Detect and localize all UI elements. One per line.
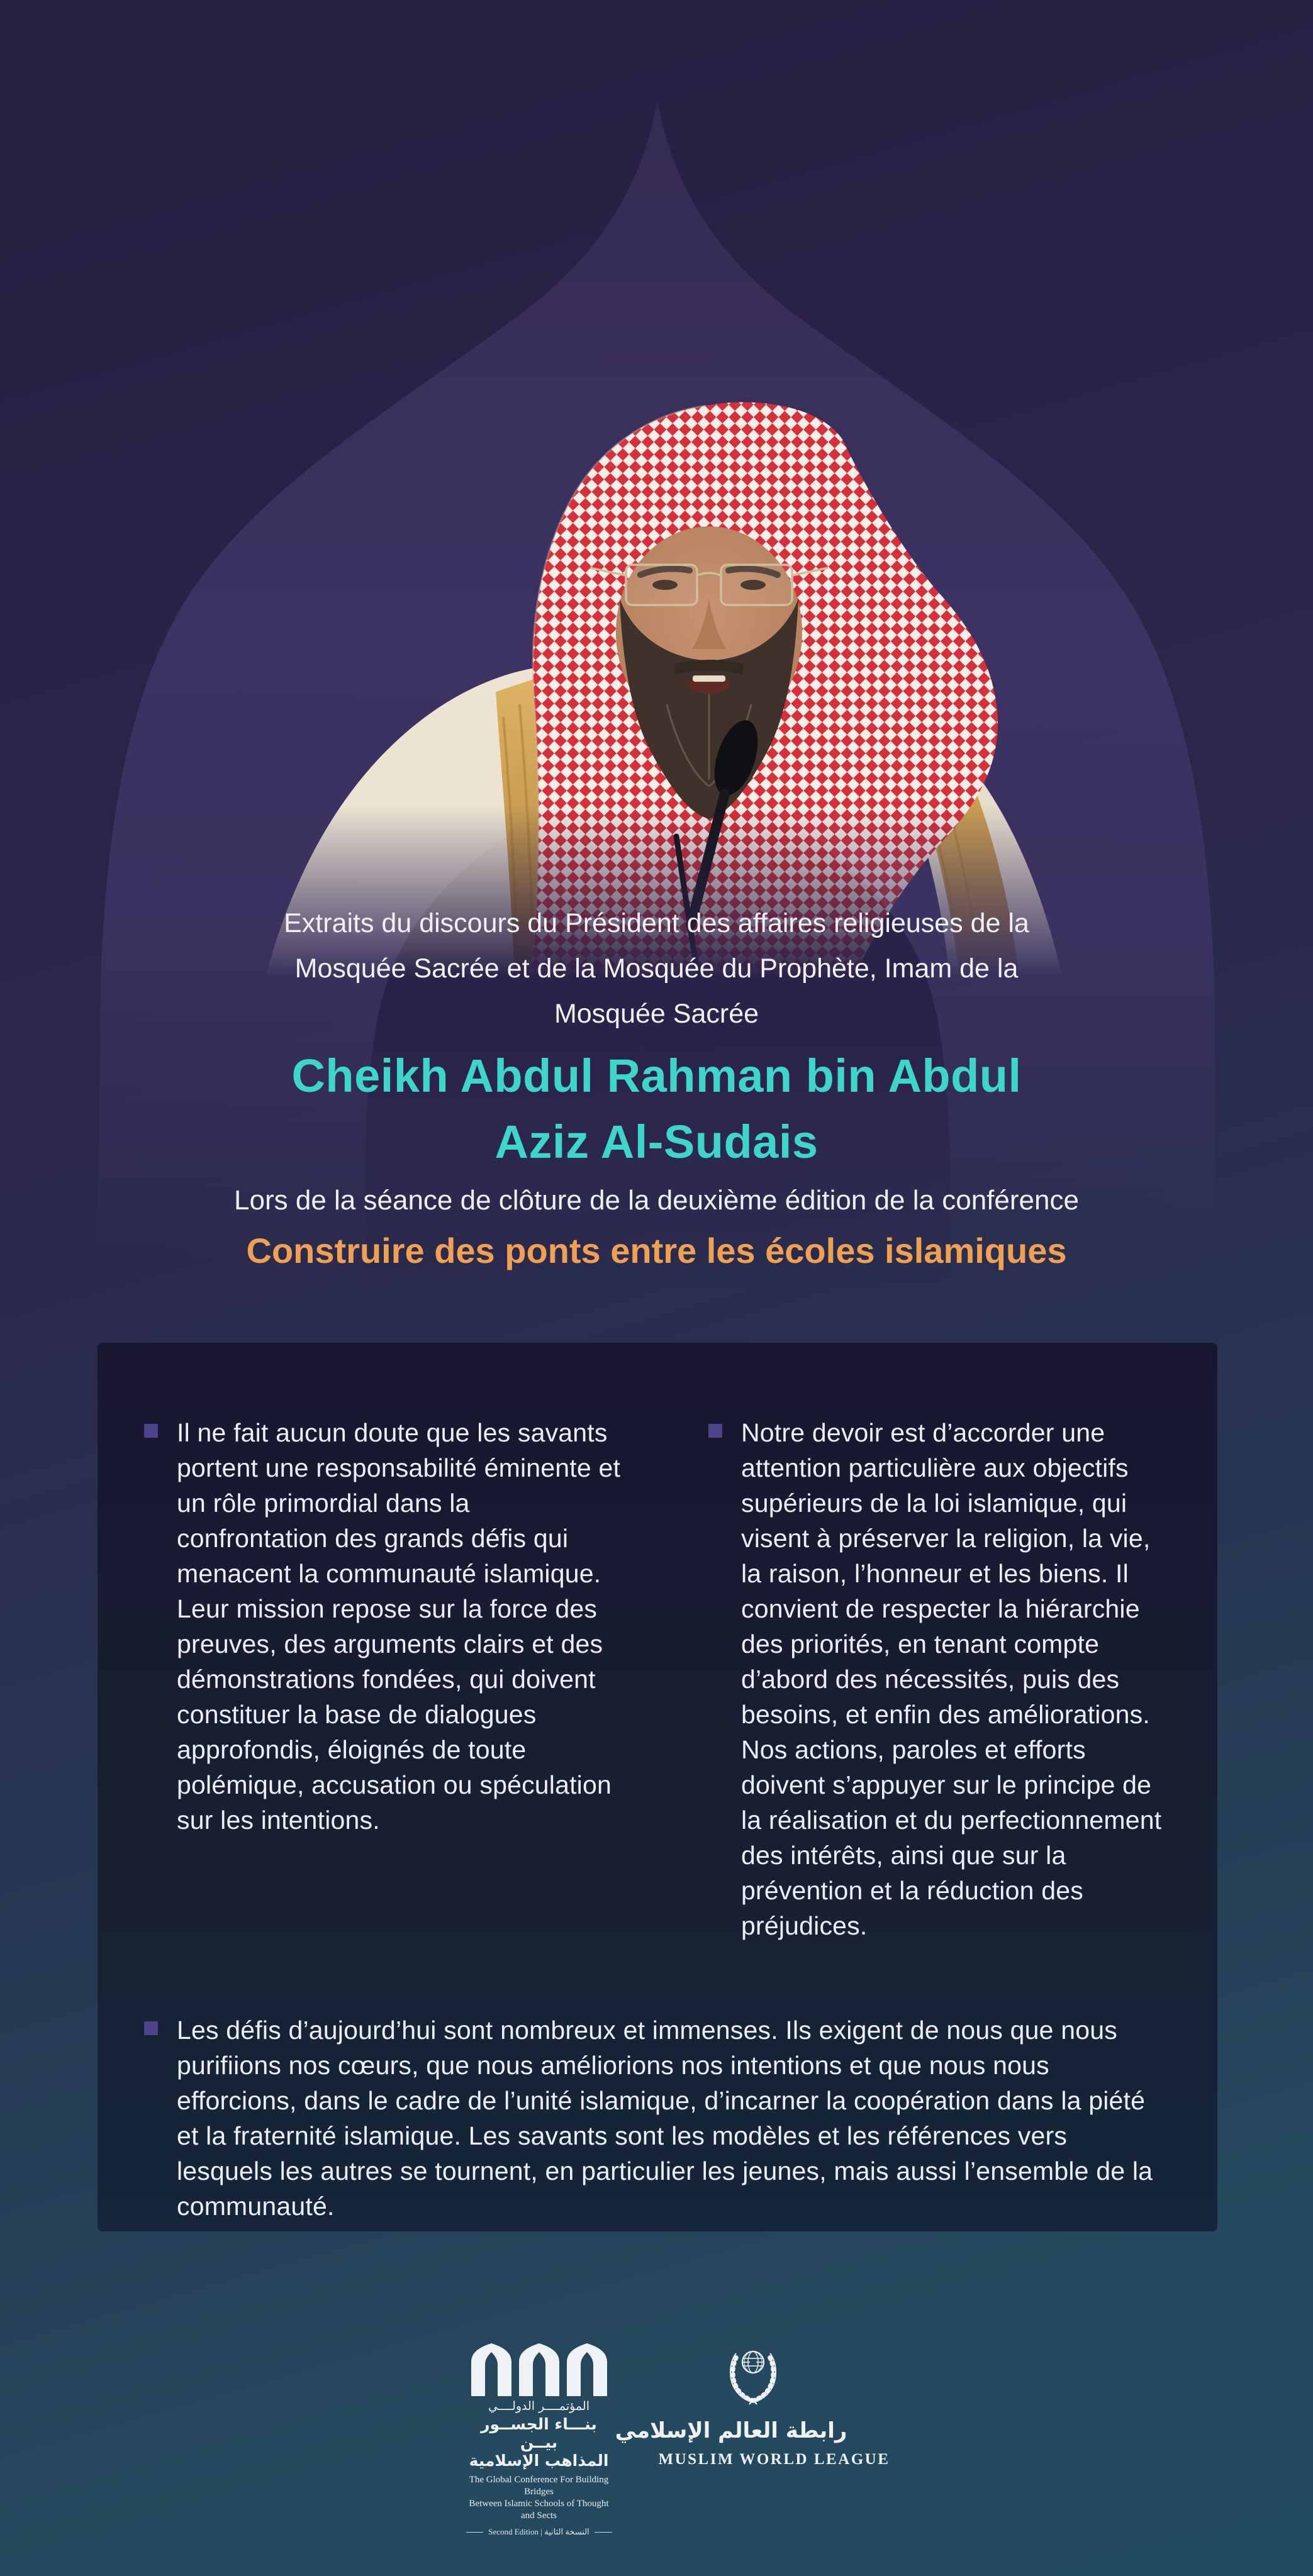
bullet-square-icon [144,1424,158,1438]
conference-arabic-line2: بنـــاء الجســور بيــن [481,2415,597,2451]
conference-english-line1: The Global Conference For Building Bridges [469,2475,609,2497]
bullet-square-icon [708,1424,722,1438]
edition-text: Second Edition | النسخة الثانية [488,2527,589,2536]
conference-english-line2: Between Islamic Schools of Thought and Sects [469,2499,609,2521]
quote-text: Les défis d’aujourd’hui sont nombreux et immenses. Ils exigent de nous que nous purifiions nos cœurs, que nous améliorions nos intentions et que nous nous efforcions, dans le cadre de l’unité islamique, d’incarner la coopération dans la piété et la fraternité islamique. Les savants sont les modèles et les références vers lesquels les autres se tournent, en particulier les jeunes, mais aussi l’ensemble de la communauté. [177,2016,1153,2221]
intro-text: Extraits du discours du Président des affaires religieuses de la Mosquée Sacrée et de la Mosquée du Prophète, Imam de la Mosquée Sacrée [284,908,1029,1029]
bullet-square-icon [144,2021,158,2035]
occasion-text: Lors de la séance de clôture de la deuxième édition de la conférence [234,1185,1079,1216]
quote-item [144,2012,1163,2224]
conference-title: Construire des ponts entre les écoles islamiques [246,1231,1067,1270]
conference-arabic-line1: المؤتمــــر الدولــــي [488,2399,590,2413]
quote-text: Il ne fait aucun doute que les savants portent une responsabilité éminente et un rôle primordial dans la confrontation des grands défis qui menacent la communauté islamique. Leur mission repose sur la force des preuves, des arguments clairs et des démonstrations fondées, qui doivent constituer la base de dialogues approfondis, éloignés de toute polémique, accusation ou spéculation sur les intentions. [177,1418,621,1835]
mwl-english-name: MUSLIM WORLD LEAGUE [658,2451,890,2468]
globe-wreath-icon [720,2343,786,2407]
speaker-name: Cheikh Abdul Rahman bin Abdul Aziz Al-Sudais [291,1050,1022,1168]
footer [0,2343,1313,2537]
quote-text: Notre devoir est d’accorder une attention particulière aux objectifs supérieurs de la loi islamique, qui visent à préserver la religion, la vie, la raison, l’honneur et les biens. Il convient de respecter la hiérarchie des priorités, en tenant compte d’abord des nécessités, puis des besoins, et enfin des améliorations. Nos actions, paroles et efforts doivent s’appuyer sur le principe de la réalisation et du perfectionnement des intérêts, ainsi que sur la prévention et la réduction des préjudices. [741,1418,1162,1940]
mwl-arabic-name: رابطة العالم الإسلامي [615,2418,847,2443]
quote-item [144,1415,625,1943]
quote-item [708,1415,1171,1943]
three-arches-icon [471,2343,607,2396]
header [0,901,1313,1270]
quote-card [98,1343,1217,2231]
conference-logo [466,2343,612,2537]
muslim-world-league-logo [615,2343,890,2468]
edition-line [466,2527,612,2537]
conference-arabic-line3: المذاهب الإسلامية [469,2451,609,2470]
